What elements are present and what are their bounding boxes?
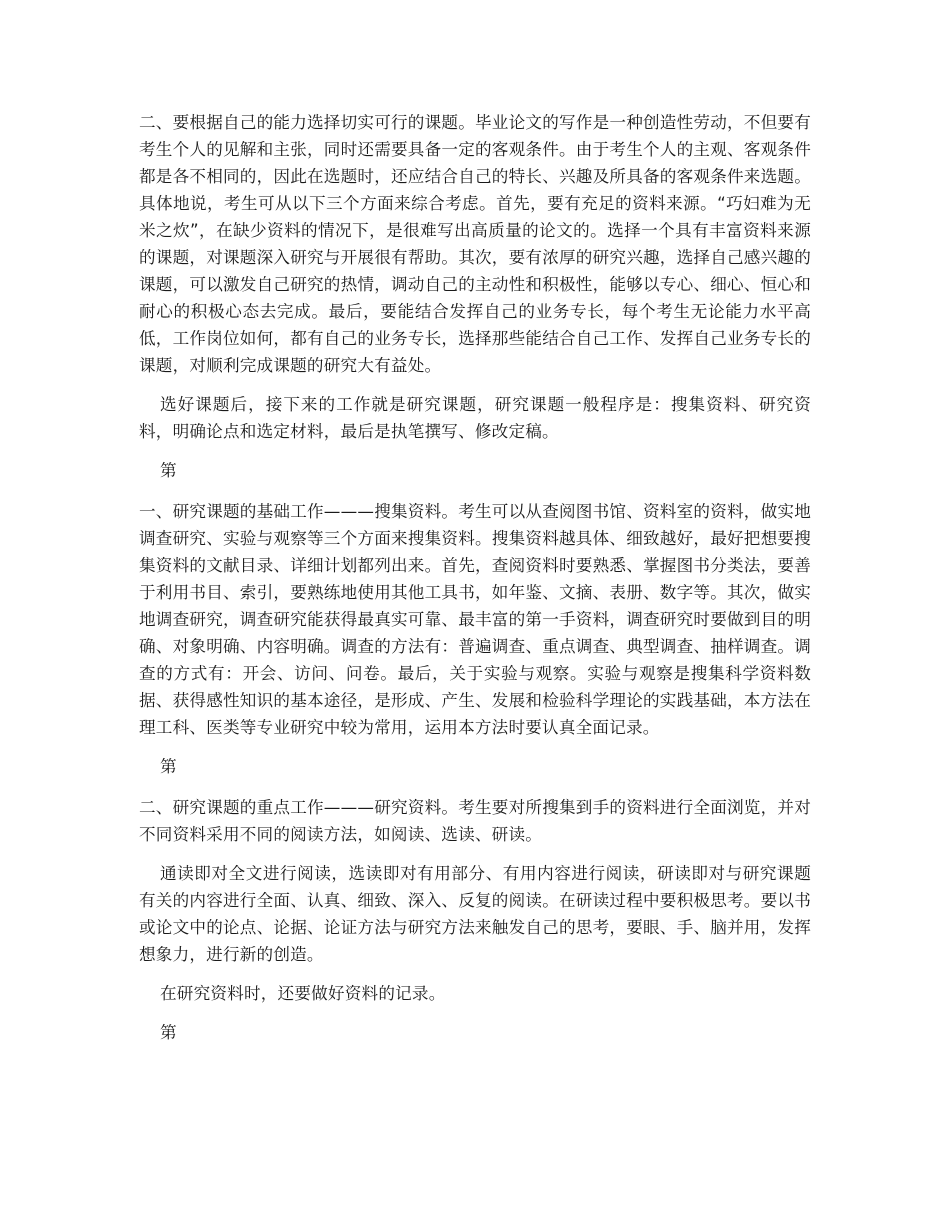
- paragraph-reading-methods: 通读即对全文进行阅读，选读即对有用部分、有用内容进行阅读，研读即对与研究课题有关的内容进行全面、认真、细致、深入、反复的阅读。在研读过程中要积极思考。要以书或论文中的论点、论据、论证方法与研究方法来触发自己的思考，要眼、手、脑并用，发挥想象力，进行新的创造。: [139, 864, 811, 964]
- paragraph-study-materials: 二、研究课题的重点工作———研究资料。考生要对所搜集到手的资料进行全面浏览，并对不同资料采用不同的阅读方法，如阅读、选读、研读。: [139, 798, 811, 844]
- paragraph-collect-materials: 一、研究课题的基础工作———搜集资料。考生可以从查阅图书馆、资料室的资料，做实地调查研究、实验与观察等三个方面来搜集资料。搜集资料越具体、细致越好，最好把想要搜集资料的文献目录、详细计划都列出来。首先，查阅资料时要熟悉、掌握图书分类法，要善于利用书目、索引，要熟练地使用其他工具书，如年鉴、文摘、表册、数字等。其次，做实地调查研究，调查研究能获得最真实可靠、最丰富的第一手资料，调查研究时要做到目的明确、对象明确、内容明确。调查的方法有：普遍调查、重点调查、典型调查、抽样调查。调查的方式有：开会、访问、问卷。最后，关于实验与观察。实验与观察是搜集科学资料数据、获得感性知识的基本途径，是形成、产生、发展和检验科学理论的实践基础，本方法在理工科、医类等专业研究中较为常用，运用本方法时要认真全面记录。: [139, 502, 811, 737]
- paragraph-topic-selection: 二、要根据自己的能力选择切实可行的课题。毕业论文的写作是一种创造性劳动，不但要有考生个人的见解和主张，同时还需要具备一定的客观条件。由于考生个人的主观、客观条件都是各不相同的，因此在选题时，还应结合自己的特长、兴趣及所具备的客观条件来选题。具体地说，考生可从以下三个方面来综合考虑。首先，要有充足的资料来源。“巧妇难为无米之炊”，在缺少资料的情况下，是很难写出高质量的论文的。选择一个具有丰富资料来源的课题，对课题深入研究与开展很有帮助。其次，要有浓厚的研究兴趣，选择自己感兴趣的课题，可以激发自己研究的热情，调动自己的主动性和积极性，能够以专心、细心、恒心和耐心的积极心态去完成。最后，要能结合发挥自己的业务专长，每个考生无论能力水平高低，工作岗位如何，都有自己的业务专长，选择那些能结合自己工作、发挥自己业务专长的课题，对顺利完成课题的研究大有益处。: [139, 113, 811, 375]
- section-marker: 第: [160, 461, 177, 480]
- paragraph-research-procedure: 选好课题后，接下来的工作就是研究课题，研究课题一般程序是：搜集资料、研究资料，明确论点和选定材料，最后是执笔撰写、修改定稿。: [139, 395, 811, 441]
- section-marker: 第: [160, 1023, 177, 1042]
- section-marker: 第: [160, 757, 177, 776]
- paragraph-record-materials: 在研究资料时，还要做好资料的记录。: [160, 984, 446, 1003]
- document-page: [139, 109, 811, 1060]
